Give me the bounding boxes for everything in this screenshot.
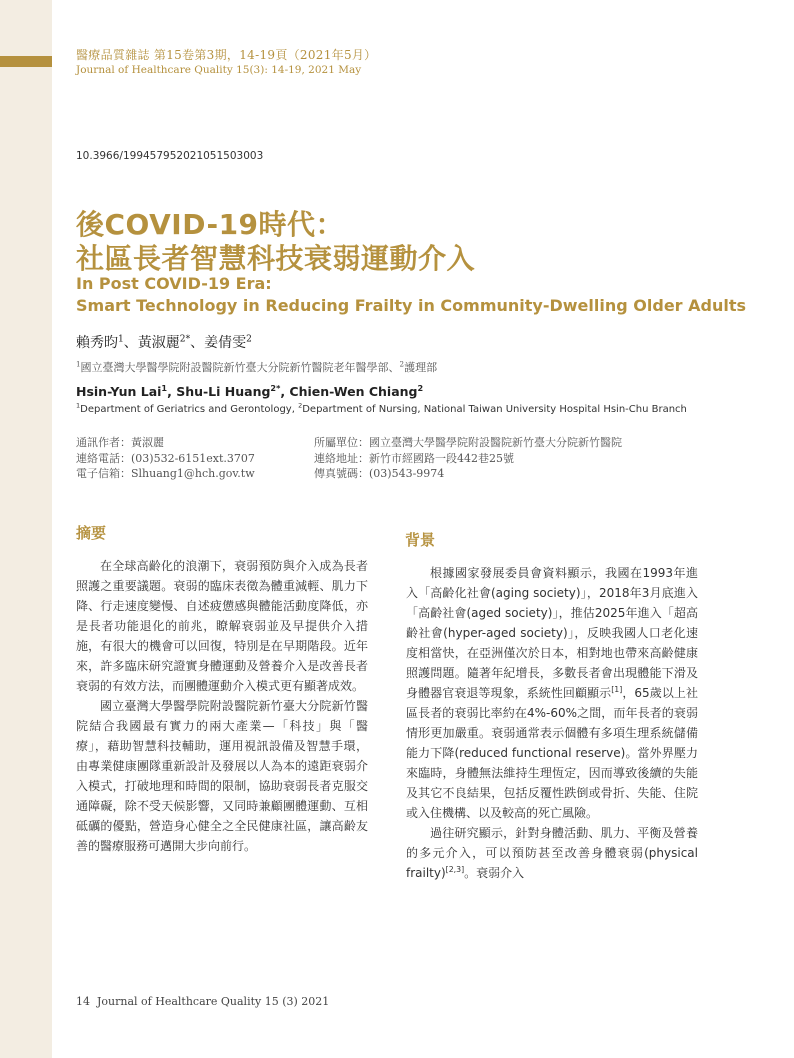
title-zh-line2: 社區長者智慧科技衰弱運動介入 [76,242,476,275]
author-name: Shu-Li Huang [176,384,271,399]
citation-ref[interactable]: [1] [611,685,623,694]
contact-phone: 連絡電話：(03)532-6151ext.3707 [76,451,255,465]
affiliation-mark: 1 [76,401,81,410]
background-paragraph [406,823,698,883]
authors-en [76,384,423,399]
background-heading: 背景 [405,531,436,549]
abstract-paragraph: 國立臺灣大學醫學院附設醫院新竹臺大分院新竹醫院結合我國最有實力的兩大產業—「科技」與「醫療」，藉助智慧科技輔助，運用視訊設備及智慧手環，由專業健康團隊重新設計及發展以人為本的遠距衰弱介入模式，打破地理和時間的限制，協助衰弱長者克服交通障礙，除不受天候影響，又同時兼顧團體運動、互相砥礪的優點，營造身心健全之全民健康社區，讓高齡友善的醫療服務可邁開大步向前行。 [76,699,368,853]
affiliation-mark: 2 [298,401,303,410]
author-name: 姜倩雯 [204,335,247,351]
abstract-paragraph: 在全球高齡化的浪潮下，衰弱預防與介入成為長者照護之重要議題。衰弱的臨床表徵為體重減輕、肌力下降、行走速度變慢、自述疲憊感與體能活動度降低，亦是長者功能退化的前兆，瞭解衰弱並及早提供介入措施，有很大的機會可以回復，特別是在早期階段。近年來，許多臨床研究證實身體運動及營養介入是改善長者衰弱的有效方法，而團體運動介入模式更有顯著成效。 [76,559,368,693]
affiliations-zh [76,359,437,375]
author-separator: 、 [190,335,205,351]
page-number: 14 [76,995,90,1008]
contact-fax: 傳真號碼：(03)543-9974 [314,467,445,480]
author-separator: 、 [123,335,138,351]
affiliations-en [76,401,687,415]
author-separator: , [167,384,177,399]
background-text: ，65歲以上社區長者的衰弱比率約在4%-60%之間，而年長者的衰弱情形更加嚴重。衰弱通常表示個體有多項生理系統儲備能力下降(reduced functional reserve)。當外界壓力來臨時，身體無法維持生理恆定，因而導致後續的失能及其它不良結果，包括反覆性跌倒或骨折、失能、住院或入住機構、以及較高的死亡風險。 [406,686,698,820]
title-en-line2: Smart Technology in Reducing Frailty in Community-Dwelling Older Adults [76,296,747,315]
abstract-column [76,556,368,856]
affiliation-mark: 1 [76,359,81,369]
title-en-line1: In Post COVID-19 Era: [76,274,272,293]
author-mark: 2 [246,334,252,345]
citation-ref[interactable]: [2,3] [445,865,465,874]
author-mark: 2* [179,334,191,345]
footer-journal: Journal of Healthcare Quality 15 (3) 2021 [97,995,330,1008]
author-name: Chien-Wen Chiang [289,384,418,399]
author-separator: , [280,384,290,399]
background-column [406,563,698,883]
background-paragraph [406,563,698,823]
left-margin-strip [0,0,52,1058]
journal-header-en: Journal of Healthcare Quality 15(3): 14-19, 2021 May [76,64,362,76]
contact-block-right [314,435,754,482]
abstract-heading: 摘要 [76,524,107,542]
background-text: 根據國家發展委員會資料顯示，我國在1993年進入「高齡化社會(aging society)」，2018年3月底進入「高齡社會(aged society)」，推估2025年進入「超高齡社會(hyper-aged society)」，反映我國人口老化速度相當快，在亞洲僅次於日本，相對地也帶來高齡健康照護問題。隨著年紀增長，多數長者會出現體能下滑及身體器官衰退等現象，系統性回顧顯示 [406,566,698,700]
affiliation-text: Department of Geriatrics and Gerontology, [80,404,299,415]
author-mark: 1 [161,382,168,393]
authors-zh [76,332,252,352]
title-zh-line1: 後COVID-19時代： [76,208,345,241]
affiliation-text: 國立臺灣大學醫學院附設醫院新竹臺大分院新竹醫院老年醫學部、 [80,361,400,374]
contact-institution: 所屬單位：國立臺灣大學醫學院附設醫院新竹臺大分院新竹醫院 [314,436,622,449]
background-text: 過往研究顯示，針對身體活動、肌力、平衡及營養的多元介入，可以預防甚至改善身體衰弱(physical frailty) [406,826,698,880]
journal-header-zh: 醫療品質雜誌 第15卷第3期，14-19頁（2021年5月） [76,48,377,62]
author-mark: 2* [270,382,281,393]
left-margin-tab [0,56,52,67]
author-name: 賴秀昀 [76,335,118,351]
contact-address: 連絡地址：新竹市經國路一段442巷25號 [314,451,514,465]
background-text: 。衰弱介入 [464,866,525,880]
contact-block-left [76,435,306,482]
author-mark: 2 [417,382,424,393]
corresponding-author: 通訊作者：黃淑麗 [76,436,164,449]
affiliation-text: Department of Nursing, National Taiwan University Hospital Hsin-Chu Branch [302,404,687,415]
author-name: Hsin-Yun Lai [76,384,162,399]
page-footer [76,995,329,1008]
contact-email[interactable]: 電子信箱：Slhuang1@hch.gov.tw [76,467,255,480]
author-name: 黃淑麗 [137,335,180,351]
affiliation-mark: 2 [399,359,405,369]
affiliation-text: 護理部 [404,361,438,374]
author-mark: 1 [118,334,124,345]
doi[interactable]: 10.3966/199457952021051503003 [76,150,264,162]
